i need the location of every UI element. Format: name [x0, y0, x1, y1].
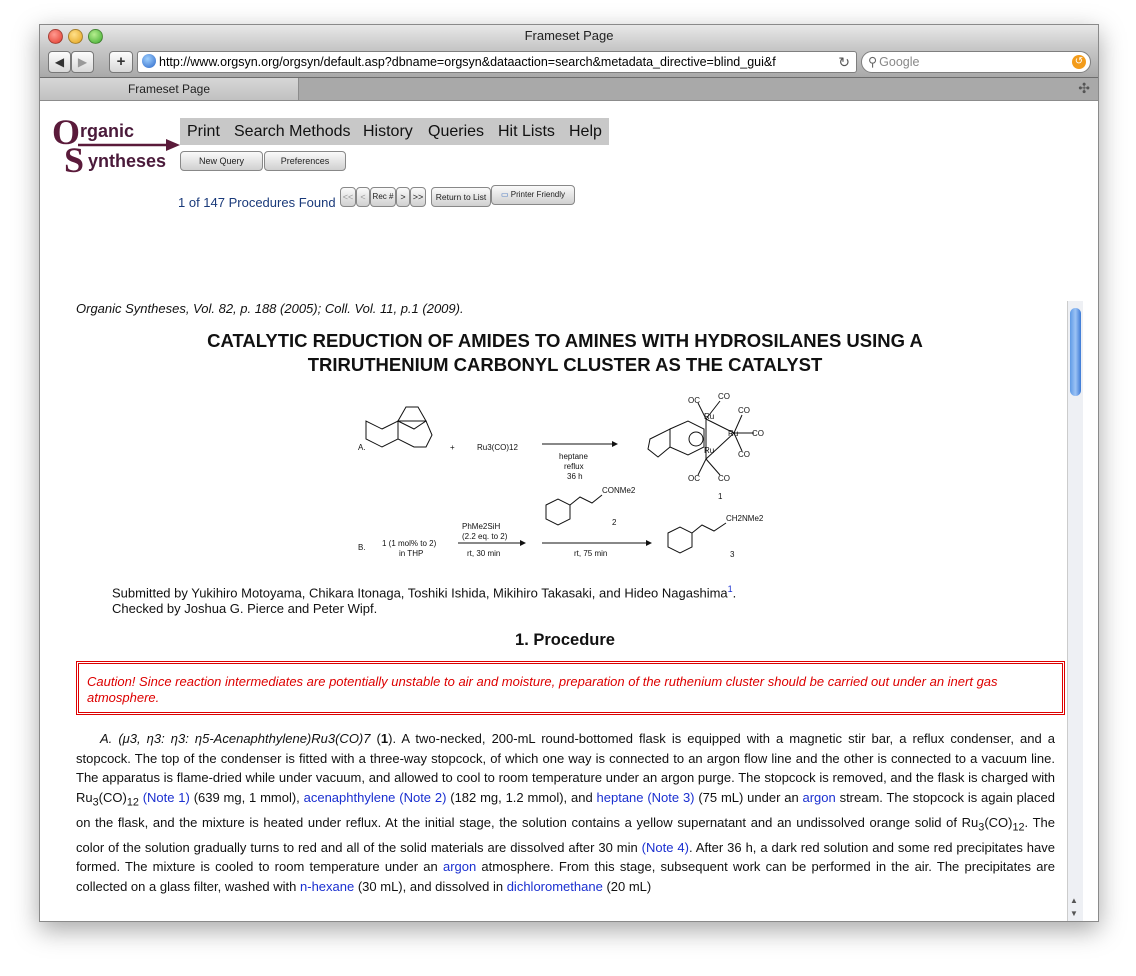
printer-friendly-label: Printer Friendly — [510, 190, 566, 199]
results-count: 1 of 147 Procedures Found — [178, 195, 336, 210]
note-1-link[interactable]: 1 — [727, 584, 733, 594]
note-4-link[interactable]: (Note 4) — [641, 839, 689, 855]
text-segment: . A two-necked, 200-mL round-bottomed flask is equipped with a magnetic stir bar, a reflux condenser, and a stopcock. The top of the condenser is fitted with a three-way stopcock, of which one way is connected to an argon flow line and the other is connected to a vacuum line. The apparatus is flame-dried while under vacuum, and allowed to cool to room temperature under an argon purge. The stopcock is removed, and the flask is charged with Ru — [76, 731, 1055, 805]
compound-3-label: 3 — [730, 550, 735, 559]
section-heading: 1. Procedure — [515, 631, 615, 649]
acenaphthylene-structure — [366, 407, 432, 447]
scroll-up-icon[interactable]: ▲ — [1070, 896, 1078, 905]
hydrosilane-equiv: (2.2 eq. to 2) — [462, 532, 508, 541]
amide-group: CONMe2 — [602, 486, 636, 495]
text-segment: (30 mL), and dissolved in — [354, 878, 507, 894]
forward-arrow-icon: ▶ — [77, 55, 88, 69]
scheme-a-label: A. — [358, 443, 366, 452]
logo-word-yntheses: yntheses — [88, 151, 167, 171]
menu-print[interactable]: Print — [187, 123, 220, 140]
globe-icon — [142, 54, 156, 68]
forward-button[interactable] — [71, 51, 94, 73]
procedure-paragraph: A. (μ3, η3: η3: η5-Acenaphthylene)Ru3(CO)7 (1). A two-necked, 200-mL round-bottomed flask is equipped with a magnetic stir bar, a reflux condenser, and a stopcock. The top of the condenser is fitted with a three-way stopcock, of which one way is connected to an argon flow line and the other is connected to a vacuum line. The apparatus is flame-dried while under vacuum, and allowed to cool to room temperature under an argon purge. The stopcock is removed, and the flask is charged with $Ru_3(CO)_{12}$ (Note 1) (639 mg, 1 mmol), acenaphthylene (Note 2) (182 mg, 1.2 mmol), and heptane (Note 3) (75 mL) under an argon stream. The stopcock is again placed on the flask, and the mixture is heated under reflux. At the initial stage, the solution contains a yellow supernatant and an undissolved orange solid of $Ru_3(CO)_{12}$. The color of the solution gradually turns to red and all of the solid materials are dissolved after 30 min (Note 4). After 36 h, a dark red solution and some red precipitates have formed. The mixture is cooled to room temperature under an argon atmosphere. From this stage, subsequent work can be performed in the air. The precipitates are collected on a glass filter, washed with n-hexane (30 mL), and dissolved in dichloromethane (20 mL) — [76, 731, 1056, 894]
text-segment: (CO) — [98, 789, 127, 805]
caution-text: Caution! Since reaction intermediates are potentially unstable to air and moisture, preparation of the ruthenium cluster should be carried out under an inert gas atmosphere. — [87, 674, 998, 705]
n-hexane-link[interactable]: n-hexane — [300, 878, 355, 894]
solvent-thp: in THP — [399, 549, 424, 558]
url-text: http://www.orgsyn.org/orgsyn/default.asp?dbname=orgsyn&dataaction=search&metadata_directive=blind_gui&f — [159, 55, 776, 69]
submitted-line: Submitted by Yukihiro Motoyama, Chikara Itonaga, Toshiki Ishida, Mikihiro Takasaki, and Hideo Nagashima$^1$. — [112, 584, 737, 601]
printer-friendly-button[interactable] — [491, 185, 575, 205]
time-30min: rt, 30 min — [467, 549, 501, 558]
menu-help[interactable]: Help — [569, 123, 602, 140]
time-75min: rt, 75 min — [574, 549, 608, 558]
snapback-icon[interactable]: ↺ — [1072, 55, 1086, 69]
prev-record-button[interactable]: < — [356, 187, 370, 207]
compound-ref: 1 — [380, 731, 389, 746]
address-bar[interactable] — [137, 51, 857, 73]
co-label: CO — [738, 406, 750, 415]
authors — [112, 581, 736, 617]
ru-label: Ru — [728, 429, 739, 438]
article-title — [100, 329, 1030, 377]
caution-box — [76, 661, 1065, 715]
text-segment: (CO) — [984, 814, 1013, 830]
note-1-link[interactable]: (Note 1) — [142, 789, 190, 805]
back-arrow-icon: ◀ — [54, 55, 65, 69]
argon-link[interactable]: argon — [802, 789, 836, 805]
menu-hit-lists[interactable]: Hit Lists — [498, 123, 555, 140]
tab-bar — [40, 78, 1098, 101]
ru-label: Ru — [704, 446, 715, 455]
text-subscript: 3 — [978, 821, 985, 834]
argon-link[interactable]: argon — [442, 859, 477, 875]
title-line-1: CATALYTIC REDUCTION OF AMIDES TO AMINES WITH HYDROSILANES USING A — [207, 330, 923, 351]
last-record-button[interactable]: >> — [410, 187, 426, 207]
dichloromethane-link[interactable]: dichloromethane — [506, 878, 603, 894]
citation: Organic Syntheses, Vol. 82, p. 188 (2005); Coll. Vol. 11, p.1 (2009). — [76, 301, 464, 316]
step-a-heading: A. (μ3, η3: η3: η5-Acenaphthylene)Ru3(CO)7 — [100, 731, 371, 746]
tab-frameset-page[interactable] — [40, 78, 299, 100]
ru-label: Ru — [704, 412, 715, 421]
back-button[interactable] — [48, 51, 71, 73]
co-label: CO — [752, 429, 764, 438]
new-tab-icon[interactable]: ✣ — [1078, 80, 1090, 96]
first-record-button[interactable]: << — [340, 187, 356, 207]
text-subscript: 3 — [92, 796, 99, 809]
logo-letter-o: O — [52, 112, 81, 152]
tab-label: Frameset Page — [127, 82, 211, 96]
hydrosilane-reagent: PhMe2SiH — [462, 522, 501, 531]
page-content — [40, 101, 1083, 921]
scroll-down-icon[interactable]: ▼ — [1070, 909, 1078, 918]
amine-group: CH2NMe2 — [726, 514, 764, 523]
printer-icon: ▭ — [500, 190, 509, 199]
note-2-link[interactable]: (Note 2) — [399, 789, 447, 805]
text-subscript: 12 — [126, 796, 139, 809]
text-subscript: 12 — [1012, 821, 1025, 834]
logo-letter-s: S — [64, 140, 85, 180]
vertical-scrollbar[interactable] — [1067, 301, 1083, 921]
note-3-link[interactable]: (Note 3) — [647, 789, 695, 805]
add-bookmark-button[interactable] — [109, 51, 133, 73]
title-bar — [40, 25, 1098, 47]
scheme-b-label: B. — [358, 543, 366, 552]
main-menu — [180, 118, 609, 145]
logo-word-rganic: rganic — [80, 121, 135, 141]
amine-structure — [668, 523, 726, 553]
return-to-list-button[interactable]: Return to List — [431, 187, 491, 207]
text-segment: . The color of the solution gradually turns to red and all of the solid materials are dissolved after 30 min — [76, 814, 1056, 855]
compound-2-label: 2 — [612, 518, 617, 527]
compound-1-label: 1 — [718, 492, 723, 501]
condition-reflux: reflux — [564, 462, 584, 471]
co-label: CO — [738, 450, 750, 459]
search-placeholder: Google — [879, 55, 920, 69]
preferences-button[interactable]: Preferences — [264, 151, 346, 171]
oc-label: OC — [688, 474, 700, 483]
text-segment: (639 mg, 1 mmol), — [189, 789, 304, 805]
browser-window — [39, 24, 1099, 922]
menu-history[interactable]: History — [363, 123, 413, 140]
reaction-scheme — [350, 389, 820, 559]
menu-search-methods[interactable]: Search Methods — [234, 123, 351, 140]
catalyst-loading: 1 (1 mol% to 2) — [382, 539, 437, 548]
checked-line: Checked by Joshua G. Pierce and Peter Wipf. — [112, 601, 378, 617]
record-number-button[interactable]: Rec # — [370, 187, 396, 207]
condition-36h: 36 h — [567, 472, 583, 481]
scheme-plus: + — [450, 443, 455, 452]
new-query-button[interactable]: New Query — [180, 151, 263, 171]
scrollbar-thumb[interactable] — [1070, 308, 1081, 396]
oc-label: OC — [688, 396, 700, 405]
search-icon: ⚲ — [868, 55, 878, 69]
ru3co12-reagent: Ru3(CO)12 — [477, 443, 518, 452]
text-segment: (182 mg, 1.2 mmol), and — [446, 789, 597, 805]
text-segment: (20 mL) — [602, 878, 652, 894]
browser-toolbar — [40, 47, 1098, 78]
text-segment: . After 36 h, a dark red solution and some red precipitates have formed. The mixture is cooled to room temperature under an — [76, 839, 1055, 875]
heptane-link[interactable]: heptane — [596, 789, 644, 805]
co-label: CO — [718, 392, 730, 401]
title-line-2: TRIRUTHENIUM CARBONYL CLUSTER AS THE CATALYST — [307, 354, 823, 375]
submitted-text: Submitted by Yukihiro Motoyama, Chikara Itonaga, Toshiki Ishida, Mikihiro Takasaki, and Hideo Nagashima — [112, 585, 728, 601]
search-field[interactable] — [861, 51, 1091, 73]
window-title: Frameset Page — [524, 28, 614, 43]
text-segment: atmosphere. From this stage, subsequent work can be performed in the air. The precipitates are collected on a glass filter, washed with — [76, 859, 1055, 894]
close-button[interactable] — [48, 29, 63, 44]
menu-queries[interactable]: Queries — [428, 123, 485, 140]
co-label: CO — [718, 474, 730, 483]
reload-icon[interactable]: ↻ — [838, 54, 850, 70]
minimize-button[interactable] — [68, 29, 83, 44]
plus-icon: + — [116, 53, 126, 70]
text-segment: (75 mL) under an — [694, 789, 803, 805]
organic-syntheses-logo[interactable] — [52, 112, 177, 180]
amide-structure — [546, 495, 602, 525]
text-segment: stream. The stopcock is again placed on the flask, and the mixture is heated under reflux. At the initial stage, the solution contains a yellow supernatant and an undissolved orange solid of Ru — [76, 789, 1055, 830]
zoom-button[interactable] — [88, 29, 103, 44]
acenaphthylene-link[interactable]: acenaphthylene — [303, 789, 396, 805]
condition-heptane: heptane — [559, 452, 588, 461]
next-record-button[interactable]: > — [396, 187, 410, 207]
